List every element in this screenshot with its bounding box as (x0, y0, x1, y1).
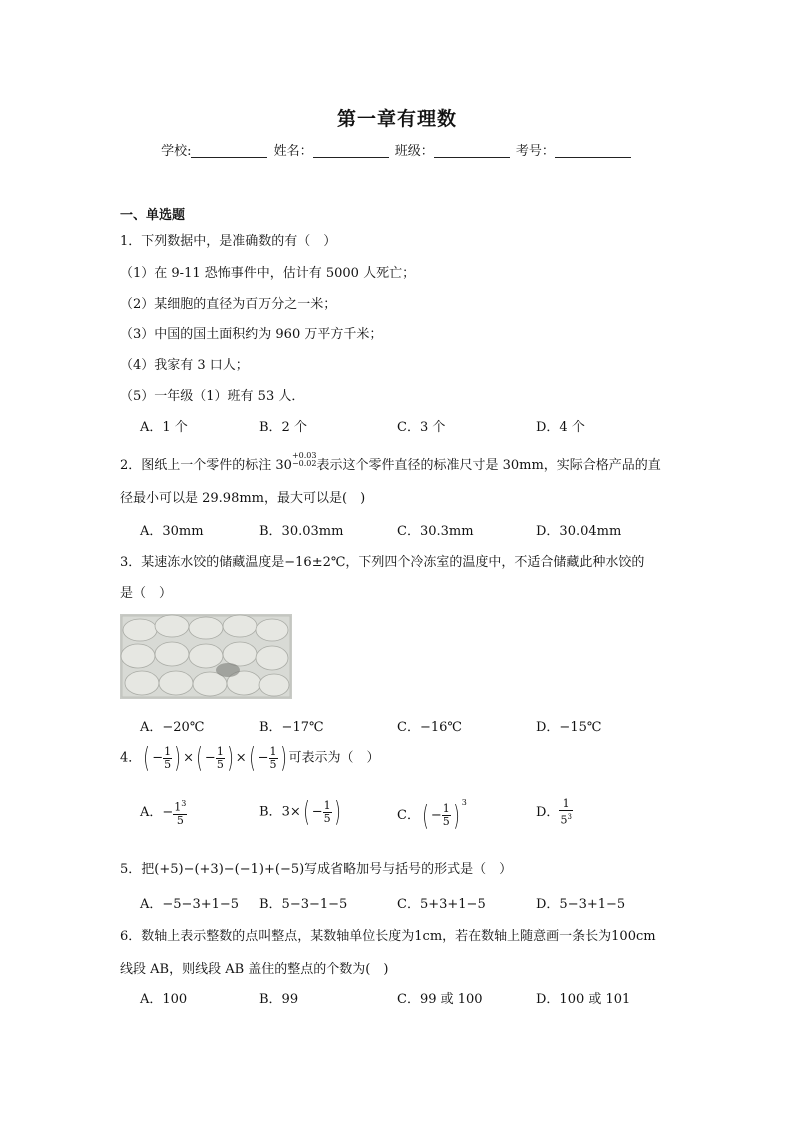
fraction (173, 798, 187, 827)
q6-option-a[interactable]: A．100 (140, 992, 188, 1007)
left-paren: ( (422, 798, 429, 832)
q4-number: 4． (120, 750, 142, 766)
fraction (559, 798, 572, 827)
class-label: 班级： (394, 144, 434, 159)
times-sign: × (183, 750, 194, 766)
fraction (442, 803, 451, 828)
q4-option-a[interactable] (140, 798, 187, 827)
option-label: C． (397, 808, 420, 823)
q3-stem-line2: 是（ ） (120, 586, 173, 601)
left-paren: ( (143, 741, 151, 774)
base: 5 (560, 813, 568, 827)
q2-tolerance-lower: −0.02 (291, 459, 317, 468)
school-blank[interactable] (191, 143, 267, 158)
dumpling (256, 619, 288, 641)
fraction (216, 746, 225, 771)
q2-stem-line2: 径最小可以是 29.98mm，最大可以是( ) (120, 491, 366, 506)
option-label: D． (536, 804, 560, 820)
denominator: 5 (176, 813, 184, 827)
dumpling (189, 644, 223, 668)
school-label: 学校: (161, 144, 192, 159)
denominator: 5 (164, 757, 172, 771)
numerator: 1 (216, 744, 224, 758)
dumpling (159, 671, 193, 695)
q1-item: （5）一年级（1）班有 53 人． (120, 389, 305, 404)
number-label: 考号： (515, 144, 555, 159)
q3-option-c[interactable]: C．−16℃ (397, 720, 462, 735)
numerator: 1 (269, 744, 277, 758)
q5-option-d[interactable]: D．5−3+1−5 (536, 897, 626, 912)
dumpling (223, 642, 257, 666)
base: 1 (174, 800, 182, 814)
q2-suffix: 表示这个零件直径的标准尺寸是 30mm，实际合格产品的直 (316, 458, 661, 473)
q2-option-d[interactable]: D．30.04mm (536, 524, 622, 539)
q2-tolerance (292, 452, 317, 468)
q1-item: （3）中国的国土面积约为 960 万平方千米； (120, 327, 383, 342)
dumpling (155, 642, 189, 666)
denominator (559, 811, 572, 827)
dumpling (189, 617, 223, 639)
times-sign: × (235, 750, 247, 766)
exponent: 3 (181, 799, 187, 808)
minus-sign: − (311, 804, 323, 820)
dumpling (123, 619, 157, 641)
fraction (163, 746, 172, 771)
numerator: 1 (442, 802, 450, 815)
q3-option-d[interactable]: D．−15℃ (536, 720, 602, 735)
fraction (323, 800, 332, 825)
q6-stem-line1: 6．数轴上表示整数的点叫整点，某数轴单位长度为1cm，若在数轴上随意画一条长为100cm (120, 929, 656, 944)
numerator: 1 (164, 744, 172, 758)
right-paren: ) (227, 741, 234, 774)
minus-sign: − (152, 750, 164, 766)
fraction (269, 746, 278, 771)
denominator: 5 (323, 811, 331, 825)
exponent: 3 (567, 813, 572, 821)
dumpling (125, 671, 159, 695)
student-info-line (0, 140, 794, 159)
coefficient: 3 (281, 804, 290, 820)
q4-stem (120, 741, 380, 774)
q2-option-c[interactable]: C．30.3mm (397, 524, 474, 539)
denominator: 5 (442, 815, 450, 828)
q4-option-d[interactable] (536, 798, 573, 827)
q1-item: （2）某细胞的直径为百万分之一米； (120, 297, 337, 312)
denominator: 5 (216, 757, 224, 771)
q4-option-b[interactable] (259, 795, 343, 828)
left-paren: ( (248, 741, 256, 774)
q3-option-b[interactable]: B．−17℃ (259, 720, 324, 735)
dumplings (121, 615, 289, 696)
q6-option-b[interactable]: B．99 (259, 992, 299, 1007)
q2-prefix: 2．图纸上一个零件的标注 30 (120, 458, 292, 473)
dumpling (223, 615, 257, 637)
left-paren: ( (302, 795, 310, 828)
q2-option-a[interactable]: A．30mm (140, 524, 204, 539)
q1-item: （4）我家有 3 口人； (120, 358, 249, 373)
q2-option-b[interactable]: B．30.03mm (259, 524, 344, 539)
option-label: B． (259, 804, 282, 820)
q3-option-a[interactable]: A．−20℃ (140, 720, 205, 735)
name-label: 姓名： (273, 144, 313, 159)
section-heading: 一、单选题 (120, 208, 186, 223)
number-blank[interactable] (555, 143, 631, 158)
q1-stem: 1．下列数据中，是准确数的有（ ） (120, 234, 337, 249)
numerator (173, 798, 187, 815)
q6-option-c[interactable]: C．99 或 100 (397, 992, 483, 1007)
minus-sign: − (257, 750, 269, 766)
q6-option-d[interactable]: D．100 或 101 (536, 992, 631, 1007)
name-blank[interactable] (313, 143, 389, 158)
right-paren: ) (333, 795, 341, 828)
minus-sign: − (162, 804, 174, 820)
q5-option-c[interactable]: C．5+3+1−5 (397, 897, 486, 912)
dumpling (259, 674, 289, 696)
right-paren: ) (279, 741, 287, 774)
exponent: 3 (461, 798, 467, 807)
page-title: 第一章有理数 (336, 108, 457, 130)
minus-sign: − (204, 750, 216, 766)
dumplings-photo (120, 614, 292, 699)
q1-option-b[interactable]: B．2 个 (259, 420, 307, 435)
dumpling (256, 646, 288, 670)
q5-option-b[interactable]: B．5−3−1−5 (259, 897, 348, 912)
times-sign: × (289, 804, 301, 820)
shadow-gap (216, 663, 240, 677)
denominator: 5 (269, 757, 277, 771)
q1-option-d[interactable]: D．4 个 (536, 420, 585, 435)
q2-stem-line1 (120, 452, 661, 473)
q3-stem-line1: 3．某速冻水饺的储藏温度是−16±2℃，下列四个冷冻室的温度中，不适合储藏此种水饺的 (120, 555, 645, 570)
left-paren: ( (196, 741, 203, 774)
q1-item: （1）在 9-11 恐怖事件中，估计有 5000 人死亡； (120, 266, 416, 281)
q5-option-a[interactable]: A．−5−3+1−5 (140, 897, 240, 912)
q4-option-c[interactable] (397, 798, 467, 830)
q6-stem-line2: 线段 AB，则线段 AB 盖住的整点的个数为( ) (120, 962, 389, 977)
q1-option-c[interactable]: C．3 个 (397, 420, 446, 435)
right-paren: ) (174, 741, 181, 774)
dumpling (121, 644, 155, 668)
q2-tolerance-upper: +0.03 (291, 451, 317, 460)
option-label: A． (140, 804, 163, 820)
numerator: 1 (323, 798, 331, 812)
q4-tail: 可表示为（ ） (288, 750, 380, 766)
class-blank[interactable] (434, 143, 510, 158)
dumpling (155, 615, 189, 637)
minus-sign: − (430, 808, 442, 823)
numerator: 1 (559, 798, 572, 811)
q1-option-a[interactable]: A．1 个 (140, 420, 188, 435)
q5-stem: 5．把(+5)−(+3)−(−1)+(−5)写成省略加号与括号的形式是（ ） (120, 862, 513, 877)
right-paren: ) (452, 798, 460, 832)
